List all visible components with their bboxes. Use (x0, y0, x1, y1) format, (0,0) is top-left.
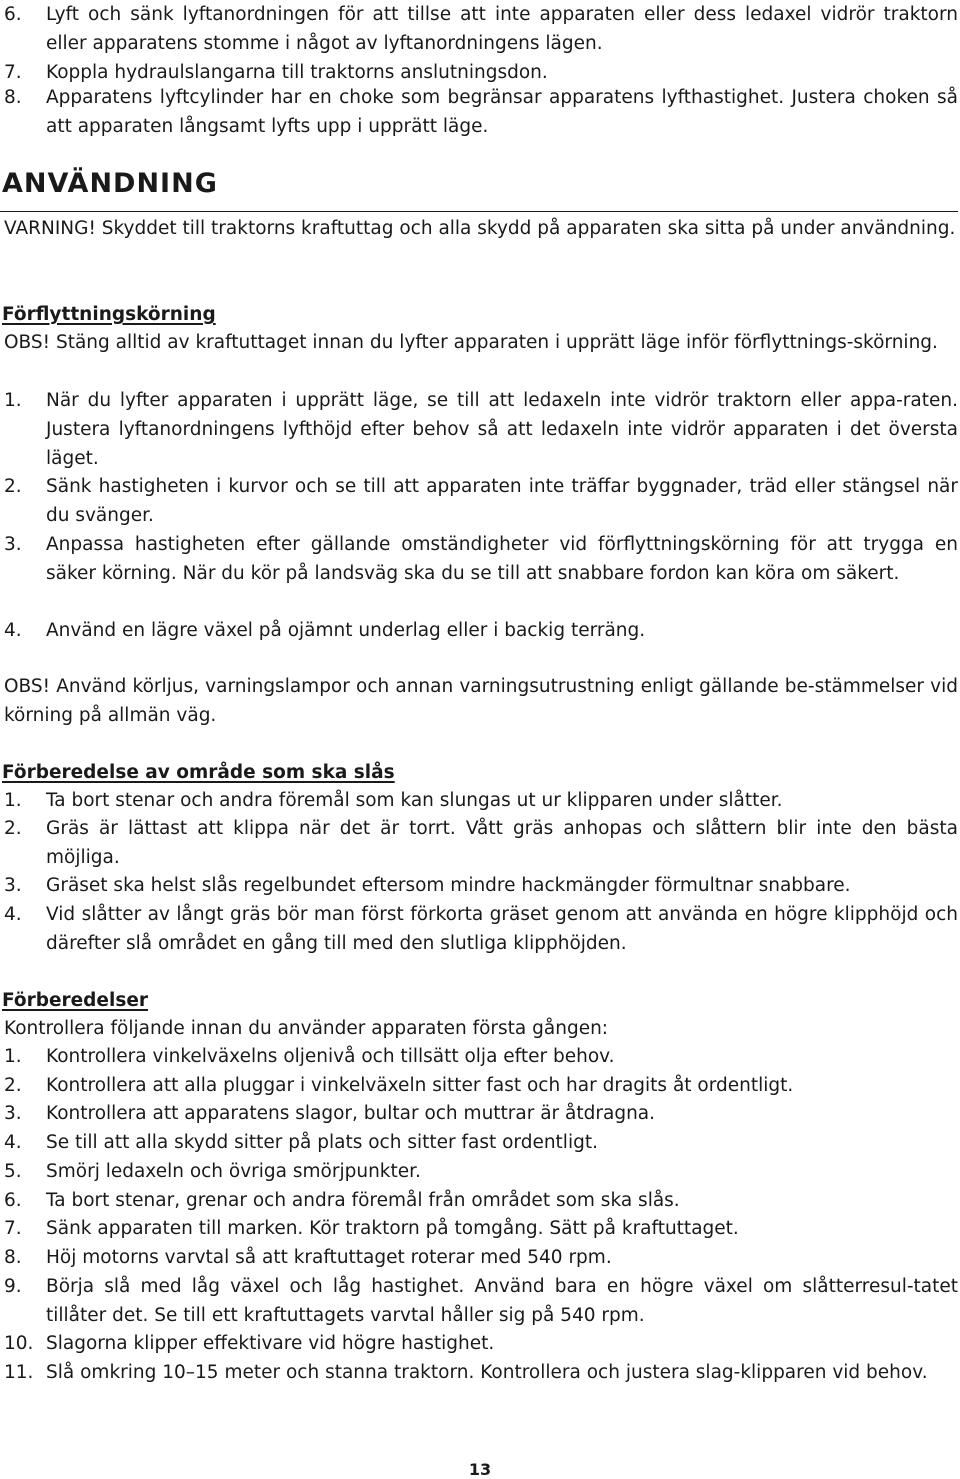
list-text: Anpassa hastigheten efter gällande omständigheter vid förflyttningskörning för att trygga en säker körning. När du kör på landsväg ska du se till att snabbare fordon kan köra om säkert. (46, 534, 958, 584)
list-number: 5. (4, 1161, 22, 1182)
list-text: Höj motorns varvtal så att kraftuttaget roterar med 540 rpm. (46, 1247, 612, 1268)
list-number: 2. (4, 818, 22, 839)
subsection-heading: Förberedelse av område som ska slås (2, 762, 395, 783)
list-number: 7. (4, 62, 22, 83)
list-number: 4. (4, 1132, 22, 1153)
list-number: 1. (4, 390, 22, 411)
list-text: När du lyfter apparaten i upprätt läge, se till att ledaxeln inte vidrör traktorn eller appa-raten. Justera lyftanordningens lyfthöjd efter behov så att ledaxeln inte vidrör apparaten i det översta läget. (46, 390, 958, 469)
list-item (4, 1071, 958, 1100)
list-item (4, 1272, 958, 1330)
list-text: Apparatens lyftcylinder har en choke som begränsar apparatens lyfthastighet. Justera choken så att apparaten långsamt lyfts upp i upprätt läge. (46, 87, 958, 137)
list-text: Ta bort stenar och andra föremål som kan slungas ut ur klipparen under slåtter. (46, 790, 783, 811)
list-item (4, 1214, 958, 1243)
intro-text: Kontrollera följande innan du använder apparaten första gången: (4, 1018, 609, 1039)
list-item (4, 900, 958, 958)
list-item (4, 1042, 958, 1071)
list-text: Kontrollera att alla pluggar i vinkelväxeln sitter fast och har dragits åt ordentligt. (46, 1075, 794, 1096)
list-text: Sänk hastigheten i kurvor och se till att apparaten inte träffar byggnader, träd eller stängsel när du svänger. (46, 476, 958, 526)
list-item (4, 786, 958, 815)
list-item (4, 386, 958, 473)
list-text: Gräs är lättast att klippa när det är torrt. Vått gräs anhopas och slåttern blir inte den bästa möjliga. (46, 818, 958, 868)
list-text: Använd en lägre växel på ojämnt underlag eller i backig terräng. (46, 620, 646, 641)
list-number: 3. (4, 1103, 22, 1124)
list-number: 4. (4, 620, 22, 641)
list-text: Koppla hydraulslangarna till traktorns anslutningsdon. (46, 62, 548, 83)
page-number: 13 (468, 1460, 492, 1479)
list-text: Sänk apparaten till marken. Kör traktorn på tomgång. Sätt på kraftuttaget. (46, 1218, 739, 1239)
list-number: 7. (4, 1218, 22, 1239)
list-item (4, 1329, 958, 1358)
list-item (4, 1243, 958, 1272)
list-text: Börja slå med låg växel och låg hastighet. Använd bara en högre växel om slåtterresul-tatet tillåter det. Se till ett kraftuttagets varvtal håller sig på 540 rpm. (46, 1276, 958, 1326)
list-number: 2. (4, 1075, 22, 1096)
list-number: 3. (4, 534, 22, 555)
list-text: Kontrollera att apparatens slagor, bultar och muttrar är åtdragna. (46, 1103, 656, 1124)
list-text: Slagorna klipper effektivare vid högre hastighet. (46, 1333, 495, 1354)
list-text: Ta bort stenar, grenar och andra föremål från området som ska slås. (46, 1190, 680, 1211)
list-item (4, 83, 958, 141)
list-item (4, 1358, 958, 1387)
list-item (4, 530, 958, 588)
list-number: 4. (4, 904, 22, 925)
list-item (4, 1128, 958, 1157)
list-text: Se till att alla skydd sitter på plats och sitter fast ordentligt. (46, 1132, 598, 1153)
list-number: 6. (4, 4, 22, 25)
list-item (4, 1186, 958, 1215)
list-item (4, 871, 958, 900)
list-number: 3. (4, 875, 22, 896)
list-text: Lyft och sänk lyftanordningen för att tillse att inte apparaten eller dess ledaxel vidrör traktorn eller apparatens stomme i något av lyftanordningens lägen. (46, 4, 958, 54)
list-number: 8. (4, 1247, 22, 1268)
list-number: 2. (4, 476, 22, 497)
list-text: Gräset ska helst slås regelbundet eftersom mindre hackmängder förmultnar snabbare. (46, 875, 851, 896)
list-number: 11. (4, 1362, 34, 1383)
list-text: Smörj ledaxeln och övriga smörjpunkter. (46, 1161, 421, 1182)
warning-text: VARNING! Skyddet till traktorns kraftuttag och alla skydd på apparaten ska sitta på under användning. (4, 218, 956, 239)
section-title: ANVÄNDNING (2, 168, 218, 199)
list-item (4, 814, 958, 872)
list-item (4, 0, 958, 58)
list-number: 1. (4, 1046, 22, 1067)
subsection-heading: Förberedelser (2, 990, 148, 1011)
list-text: Slå omkring 10–15 meter och stanna traktorn. Kontrollera och justera slag-klipparen vid behov. (46, 1362, 928, 1383)
list-number: 9. (4, 1276, 22, 1297)
list-item (4, 1157, 958, 1186)
note-text: OBS! Använd körljus, varningslampor och annan varningsutrustning enligt gällande be-stämmelser vid körning på allmän väg. (4, 676, 958, 726)
list-number: 1. (4, 790, 22, 811)
section-divider (0, 211, 958, 212)
list-number: 10. (4, 1333, 34, 1354)
list-item (4, 472, 958, 530)
list-item (4, 1099, 958, 1128)
subsection-heading: Förflyttningskörning (2, 304, 216, 325)
list-text: Vid slåtter av långt gräs bör man först förkorta gräset genom att använda en högre klipphöjd och därefter slå området en gång till med den slutliga klipphöjden. (46, 904, 958, 954)
list-number: 8. (4, 87, 22, 108)
list-item (4, 616, 958, 645)
note-text: OBS! Stäng alltid av kraftuttaget innan du lyfter apparaten i upprätt läge inför förflyttnings-skörning. (4, 332, 938, 353)
list-text: Kontrollera vinkelväxelns oljenivå och tillsätt olja efter behov. (46, 1046, 615, 1067)
list-number: 6. (4, 1190, 22, 1211)
